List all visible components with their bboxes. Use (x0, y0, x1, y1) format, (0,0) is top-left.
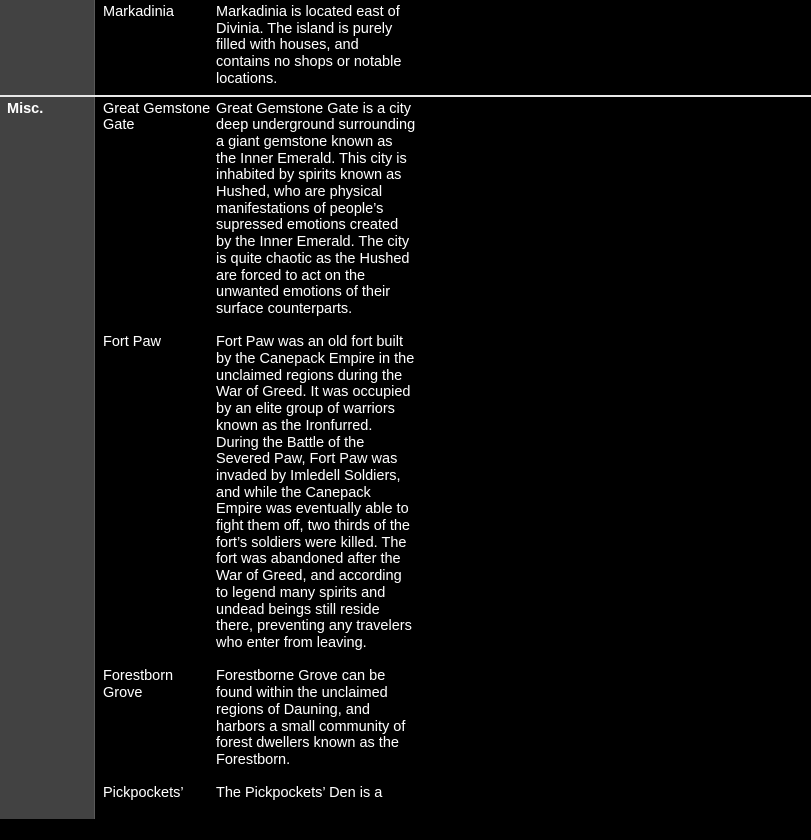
location-description: Markadinia is located east of Divinia. The island is purely filled with houses, and contains no shops or notable locations. (216, 4, 402, 87)
table-row (103, 668, 811, 785)
category-cell (0, 0, 95, 95)
category-cell-misc: Misc. (0, 97, 95, 819)
location-description: Great Gemstone Gate is a city deep underground surrounding a giant gemstone known as the Inner Emerald. This city is inhabited by spirits known as Hushed, who are physical manifestations of people’s supressed emotions created by the Inner Emerald. The city is quite chaotic as the Hushed are forced to act on the unwanted emotions of their surface counterparts. (216, 100, 416, 317)
location-description: Forestborne Grove can be found within the unclaimed regions of Dauning, and harbors a small community of forest dwellers known as the Forestborn. (216, 668, 406, 768)
location-name: Forestborn Grove (103, 668, 174, 702)
table-row (103, 0, 811, 95)
location-description: Fort Paw was an old fort built by the Canepack Empire in the unclaimed regions during the War of Greed. It was occupied by an elite group of warriors known as the Ironfurred. During the Battle of the Severed Paw, Fort Paw was invaded by Imledell Soldiers, and while the Canepack Empire was eventually able to fight them off, two thirds of the fort’s soldiers were killed. The fort was abandoned after the War of Greed, and according to legend many spirits and undead beings still reside there, preventing any travelers who enter from leaving. (216, 334, 415, 651)
location-name: Fort Paw (103, 334, 162, 351)
entries-cell (95, 97, 811, 819)
table-row-section-continued (0, 0, 811, 95)
table-row-section-misc (0, 95, 811, 819)
location-description: The Pickpockets’ Den is a (216, 785, 383, 802)
table-row (103, 97, 811, 335)
entries-cell (95, 0, 811, 95)
table-row (103, 334, 811, 668)
location-name: Markadinia (103, 4, 174, 20)
table-row (103, 785, 811, 818)
location-name: Pickpockets’ (103, 785, 184, 802)
location-name: Great Gemstone Gate (103, 100, 211, 134)
